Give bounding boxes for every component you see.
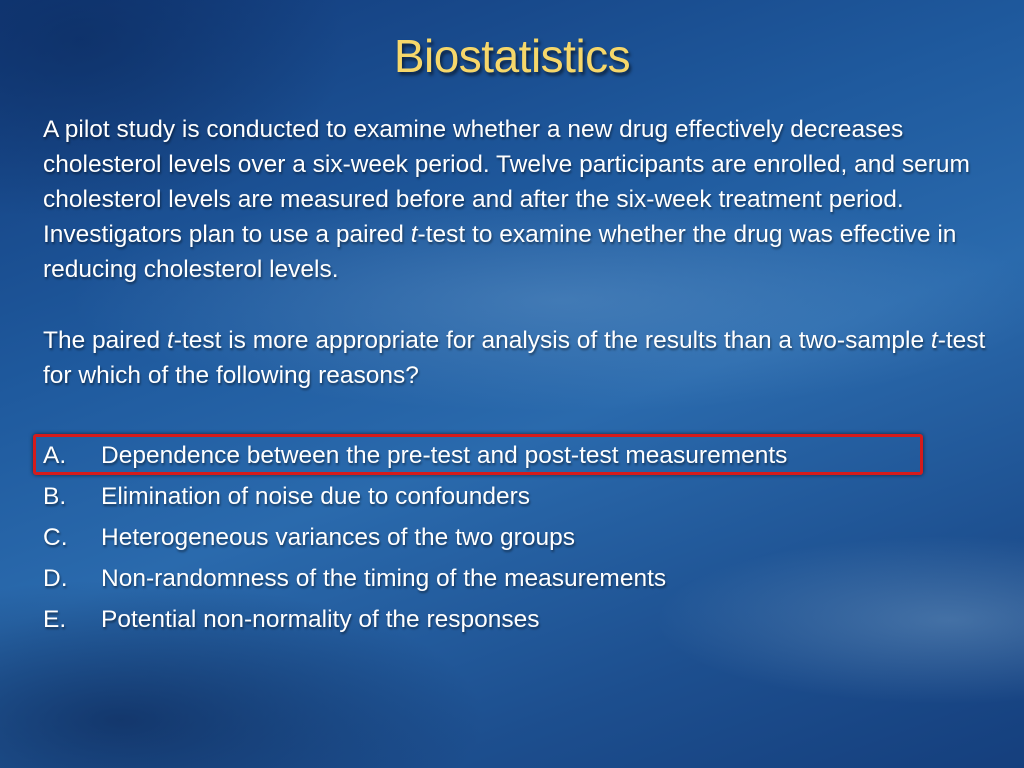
option-text: Heterogeneous variances of the two groups <box>101 524 575 551</box>
correct-answer-highlight-box <box>33 434 923 475</box>
option-letter: D. <box>43 565 68 592</box>
option-letter: A. <box>43 442 67 469</box>
answer-option-a[interactable] <box>43 435 993 476</box>
answer-option-d[interactable] <box>43 558 993 599</box>
option-text: Potential non-normality of the responses <box>101 606 540 633</box>
option-letter: B. <box>43 483 67 510</box>
option-letter: C. <box>43 524 68 551</box>
answer-option-b[interactable] <box>43 476 993 517</box>
slide-body <box>43 112 993 640</box>
option-text: Elimination of noise due to confounders <box>101 483 531 510</box>
question-prompt-paragraph: The paired t-test is more appropriate for analysis of the results than a two-sample t-test for which of the following reasons? <box>43 327 986 389</box>
question-stem-paragraph: A pilot study is conducted to examine whether a new drug effectively decreases cholesterol levels over a six-week period. Twelve participants are enrolled, and serum cholesterol levels are measured before and after the six-week treatment period. Investigators plan to use a paired t-test to examine whether the drug was effective in reducing cholesterol levels. <box>43 116 970 283</box>
option-text: Dependence between the pre-test and post-test measurements <box>101 442 788 469</box>
answer-option-c[interactable] <box>43 517 993 558</box>
option-letter: E. <box>43 606 67 633</box>
answer-options-list <box>43 435 993 640</box>
slide-title: Biostatistics <box>393 30 631 82</box>
answer-option-e[interactable] <box>43 599 993 640</box>
option-text: Non-randomness of the timing of the measurements <box>101 565 667 592</box>
